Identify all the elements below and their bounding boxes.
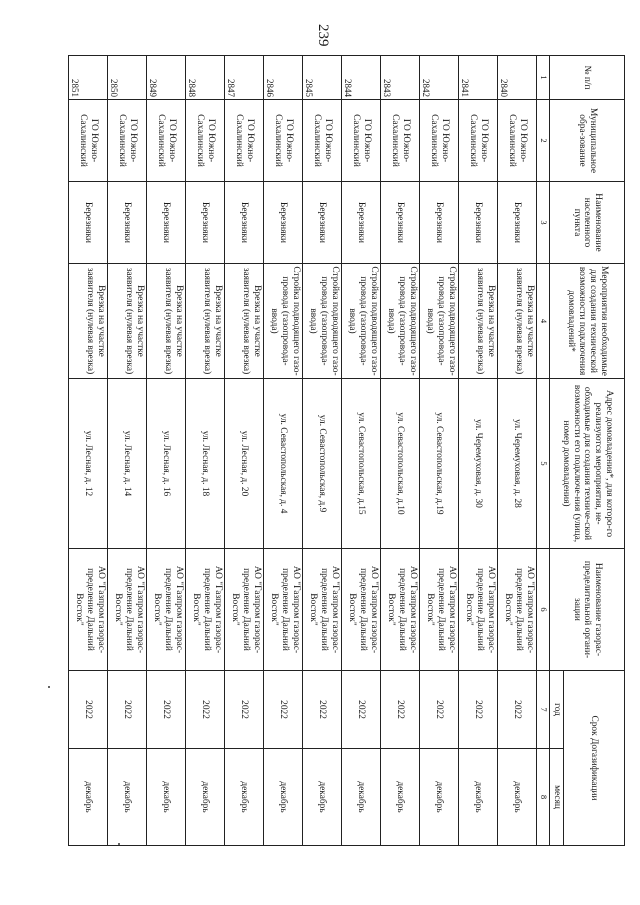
year-cell: 2022 [420,671,459,749]
row-number: 2842 [420,56,459,100]
municipality-cell: ГО Южно-Сахалинский [459,100,498,182]
organization-cell: АО "Газпром газорас-пределение Дальний Восток" [225,549,264,671]
column-number: 4 [537,264,550,379]
table-row [108,56,147,846]
header-no: № п/п [550,56,625,100]
year-cell: 2022 [342,671,381,749]
month-cell: декабрь [147,749,186,846]
row-number: 2841 [459,56,498,100]
header-organization: Наименование газорас-пределительной органи-зации [550,549,625,671]
year-cell: 2022 [225,671,264,749]
year-cell: 2022 [264,671,303,749]
year-cell: 2022 [108,671,147,749]
municipality-cell: ГО Южно-Сахалинский [69,100,108,182]
row-number: 2851 [69,56,108,100]
settlement-cell: Березняки [381,182,420,264]
row-number: 2848 [186,56,225,100]
organization-cell: АО "Газпром газорас-пределение Дальний Восток" [459,549,498,671]
settlement-cell: Березняки [147,182,186,264]
settlement-cell: Березняки [459,182,498,264]
measures-cell: Врезка на участке заявителя (нулевая врезка) [186,264,225,379]
table-row [420,56,459,846]
municipality-cell: ГО Южно-Сахалинский [264,100,303,182]
scan-speck [118,843,120,845]
municipality-cell: ГО Южно-Сахалинский [381,100,420,182]
column-number: 2 [537,100,550,182]
column-number: 5 [537,379,550,549]
municipality-cell: ГО Южно-Сахалинский [108,100,147,182]
organization-cell: АО "Газпром газорас-пределение Дальний Восток" [108,549,147,671]
measures-cell: Врезка на участке заявителя (нулевая врезка) [225,264,264,379]
column-number: 3 [537,182,550,264]
month-cell: декабрь [381,749,420,846]
year-cell: 2022 [381,671,420,749]
organization-cell: АО "Газпром газорас-пределение Дальний Восток" [264,549,303,671]
organization-cell: АО "Газпром газорас-пределение Дальний Восток" [147,549,186,671]
header-address: Адрес домовладения*, для которо-го реализуются мероприятия, не-обходимые для создания техниче-ской возможности его подключе-ния (улица, номер домовладения) [550,379,625,549]
measures-cell: Врезка на участке заявителя (нулевая врезка) [459,264,498,379]
organization-cell: АО "Газпром газорас-пределение Дальний Восток" [69,549,108,671]
column-number: 1 [537,56,550,100]
header-municipality: Муниципальное обра-зование [550,100,625,182]
measures-cell: Врезка на участке заявителя (нулевая врезка) [108,264,147,379]
address-cell: ул. Лесная, д. 18 [186,379,225,549]
measures-cell: Стройка подводящего газо-провода (газопровода-ввода) [303,264,342,379]
row-number: 2843 [381,56,420,100]
row-number: 2847 [225,56,264,100]
settlement-cell: Березняки [303,182,342,264]
organization-cell: АО "Газпром газорас-пределение Дальний Восток" [498,549,537,671]
table-row [342,56,381,846]
municipality-cell: ГО Южно-Сахалинский [303,100,342,182]
header-deadline: Срок Догазификации [564,671,625,846]
address-cell: ул. Черемуховая, д. 30 [459,379,498,549]
month-cell: декабрь [498,749,537,846]
address-cell: ул. Севастопольская, д.15 [342,379,381,549]
settlement-cell: Березняки [69,182,108,264]
table-row [69,56,108,846]
header-year: год [550,671,564,749]
measures-cell: Стройка подводящего газо-провода (газопровода-ввода) [342,264,381,379]
measures-cell: Врезка на участке заявителя (нулевая врезка) [498,264,537,379]
month-cell: декабрь [303,749,342,846]
month-cell: декабрь [264,749,303,846]
row-number: 2850 [108,56,147,100]
table-row [186,56,225,846]
table-row [147,56,186,846]
municipality-cell: ГО Южно-Сахалинский [225,100,264,182]
table-row [303,56,342,846]
address-cell: ул. Лесная, д. 14 [108,379,147,549]
row-number: 2849 [147,56,186,100]
address-cell: ул. Лесная, д. 20 [225,379,264,549]
column-number: 6 [537,549,550,671]
municipality-cell: ГО Южно-Сахалинский [420,100,459,182]
organization-cell: АО "Газпром газорас-пределение Дальний Восток" [381,549,420,671]
year-cell: 2022 [69,671,108,749]
organization-cell: АО "Газпром газорас-пределение Дальний Восток" [303,549,342,671]
measures-cell: Врезка на участке заявителя (нулевая врезка) [147,264,186,379]
settlement-cell: Березняки [225,182,264,264]
header-measures: Мероприятия необходимые для создания технической возможности подключения домовладений* [550,264,625,379]
year-cell: 2022 [186,671,225,749]
settlement-cell: Березняки [108,182,147,264]
measures-cell: Врезка на участке заявителя (нулевая врезка) [69,264,108,379]
address-cell: ул. Севастопольская, д.10 [381,379,420,549]
month-cell: декабрь [342,749,381,846]
column-number: 8 [537,749,550,846]
table-row [459,56,498,846]
municipality-cell: ГО Южно-Сахалинский [498,100,537,182]
address-cell: ул. Севастопольская, д. 4 [264,379,303,549]
address-cell: ул. Черемуховая, д. 28 [498,379,537,549]
settlement-cell: Березняки [264,182,303,264]
municipality-cell: ГО Южно-Сахалинский [342,100,381,182]
scan-speck [48,686,50,688]
month-cell: декабрь [108,749,147,846]
table-row [381,56,420,846]
table-row [498,56,537,846]
address-cell: ул. Севастопольская, д.9 [303,379,342,549]
month-cell: декабрь [69,749,108,846]
organization-cell: АО "Газпром газорас-пределение Дальний Восток" [342,549,381,671]
gasification-table [68,55,625,846]
year-cell: 2022 [459,671,498,749]
column-number: 7 [537,671,550,749]
municipality-cell: ГО Южно-Сахалинский [147,100,186,182]
row-number: 2840 [498,56,537,100]
month-cell: декабрь [420,749,459,846]
settlement-cell: Березняки [420,182,459,264]
row-number: 2845 [303,56,342,100]
measures-cell: Стройка подводящего газо-провода (газопровода-ввода) [420,264,459,379]
settlement-cell: Березняки [498,182,537,264]
page-number: 239 [315,24,331,47]
table-body [69,56,537,846]
address-cell: ул. Лесная, д. 16 [147,379,186,549]
address-cell: ул. Лесная, д. 12 [69,379,108,549]
year-cell: 2022 [498,671,537,749]
row-number: 2846 [264,56,303,100]
address-cell: ул. Севастопольская, д.19 [420,379,459,549]
settlement-cell: Березняки [342,182,381,264]
header-month: месяц [550,749,564,846]
table-wrapper [70,55,625,845]
month-cell: декабрь [186,749,225,846]
table-row [225,56,264,846]
measures-cell: Стройка подводящего газо-провода (газопровода-ввода) [264,264,303,379]
settlement-cell: Березняки [186,182,225,264]
month-cell: декабрь [459,749,498,846]
organization-cell: АО "Газпром газорас-пределение Дальний Восток" [186,549,225,671]
header-settlement: Наименование населенного пункта [550,182,625,264]
measures-cell: Стройка подводящего газо-провода (газопровода-ввода) [381,264,420,379]
month-cell: декабрь [225,749,264,846]
row-number: 2844 [342,56,381,100]
year-cell: 2022 [147,671,186,749]
organization-cell: АО "Газпром газорас-пределение Дальний Восток" [420,549,459,671]
year-cell: 2022 [303,671,342,749]
table-row [264,56,303,846]
municipality-cell: ГО Южно-Сахалинский [186,100,225,182]
